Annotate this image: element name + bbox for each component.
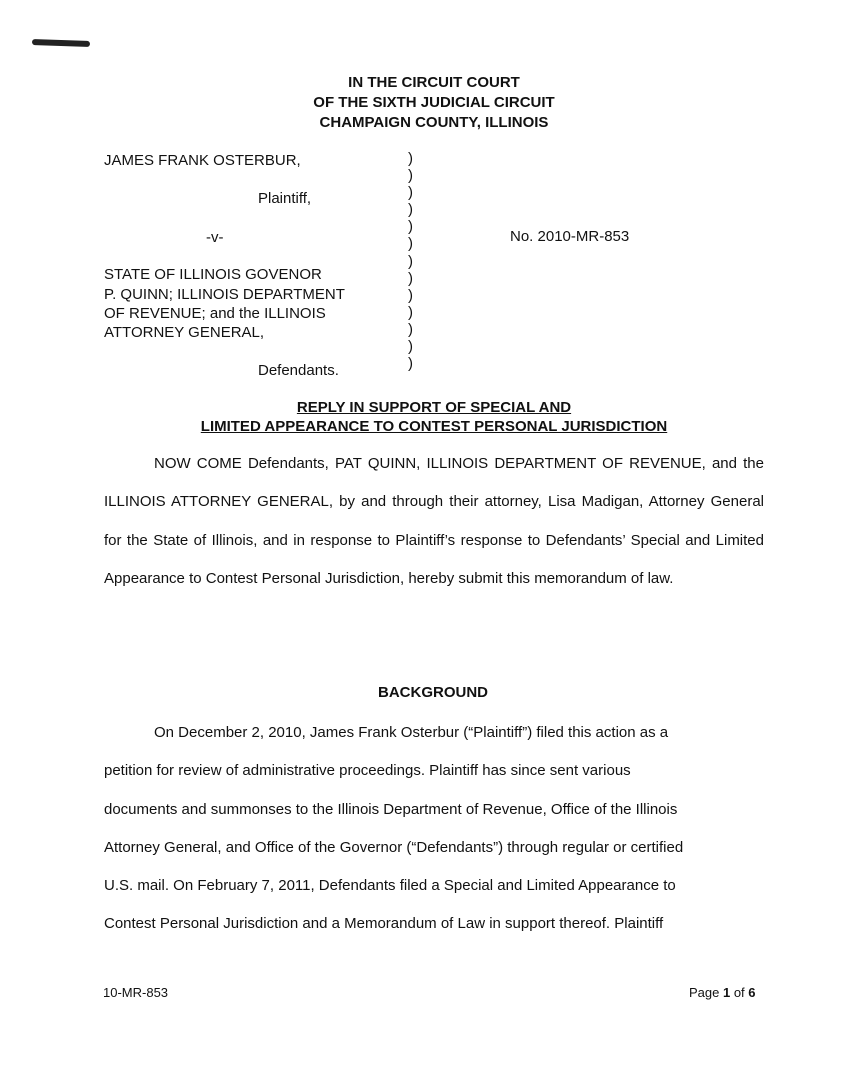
court-line-3: CHAMPAIGN COUNTY, ILLINOIS bbox=[319, 114, 549, 131]
title-line-2: LIMITED APPEARANCE TO CONTEST PERSONAL JURISDICTION bbox=[200, 418, 668, 435]
page-total: 6 bbox=[748, 985, 756, 1000]
caption-parentheses: ) ) ) ) ) ) ) ) ) ) ) ) ) bbox=[408, 150, 413, 373]
court-line-2: OF THE SIXTH JUDICIAL CIRCUIT bbox=[313, 94, 555, 111]
background-line: Attorney General, and Office of the Governor (“Defendants”) through regular or certified bbox=[104, 838, 684, 856]
court-line-1: IN THE CIRCUIT COURT bbox=[348, 74, 520, 91]
background-line: petition for review of administrative proceedings. Plaintiff has since sent various bbox=[104, 762, 631, 780]
footer-case-ref: 10-MR-853 bbox=[103, 985, 169, 1000]
background-line: U.S. mail. On February 7, 2011, Defendants filed a Special and Limited Appearance to bbox=[104, 877, 676, 895]
versus-marker: -v- bbox=[206, 229, 224, 246]
plaintiff-role: Plaintiff, bbox=[258, 190, 312, 207]
page-current: 1 bbox=[722, 985, 731, 1000]
intro-paragraph: NOW COME Defendants, PAT QUINN, ILLINOIS DEPARTMENT OF REVENUE, and the ILLINOIS ATTORNEY GENERAL, by and through their attorney, Lisa Madigan, Attorney General for the State of Illinois, and in response to Plaintiff’s response to Defendants’ Special and Limited Appearance to Contest Personal Jurisdiction, hereby submit this memorandum of law. bbox=[104, 455, 764, 587]
defendants-line-3: OF REVENUE; and the ILLINOIS bbox=[104, 305, 326, 322]
defendants-line-2: P. QUINN; ILLINOIS DEPARTMENT bbox=[104, 286, 345, 303]
plaintiff-name: JAMES FRANK OSTERBUR, bbox=[104, 152, 301, 169]
document-title bbox=[0, 398, 850, 436]
defendants-line-4: ATTORNEY GENERAL, bbox=[104, 324, 265, 341]
background-heading: BACKGROUND bbox=[378, 684, 488, 701]
court-header bbox=[0, 73, 850, 133]
page-prefix: Page bbox=[689, 985, 723, 1000]
footer-page-number bbox=[689, 985, 756, 1000]
scan-artifact-mark bbox=[32, 39, 90, 47]
background-paragraph bbox=[104, 714, 769, 944]
title-line-1: REPLY IN SUPPORT OF SPECIAL AND bbox=[296, 399, 572, 416]
case-number: No. 2010-MR-853 bbox=[510, 228, 630, 245]
page-of: of bbox=[730, 985, 749, 1000]
defendants-role: Defendants. bbox=[258, 362, 339, 379]
defendants-line-1: STATE OF ILLINOIS GOVENOR bbox=[104, 266, 322, 283]
background-line: documents and summonses to the Illinois Department of Revenue, Office of the Illinois bbox=[104, 800, 678, 818]
background-line: On December 2, 2010, James Frank Osterbur (“Plaintiff”) filed this action as a bbox=[154, 724, 669, 741]
background-line: Contest Personal Jurisdiction and a Memorandum of Law in support thereof. Plaintiff bbox=[104, 915, 664, 933]
